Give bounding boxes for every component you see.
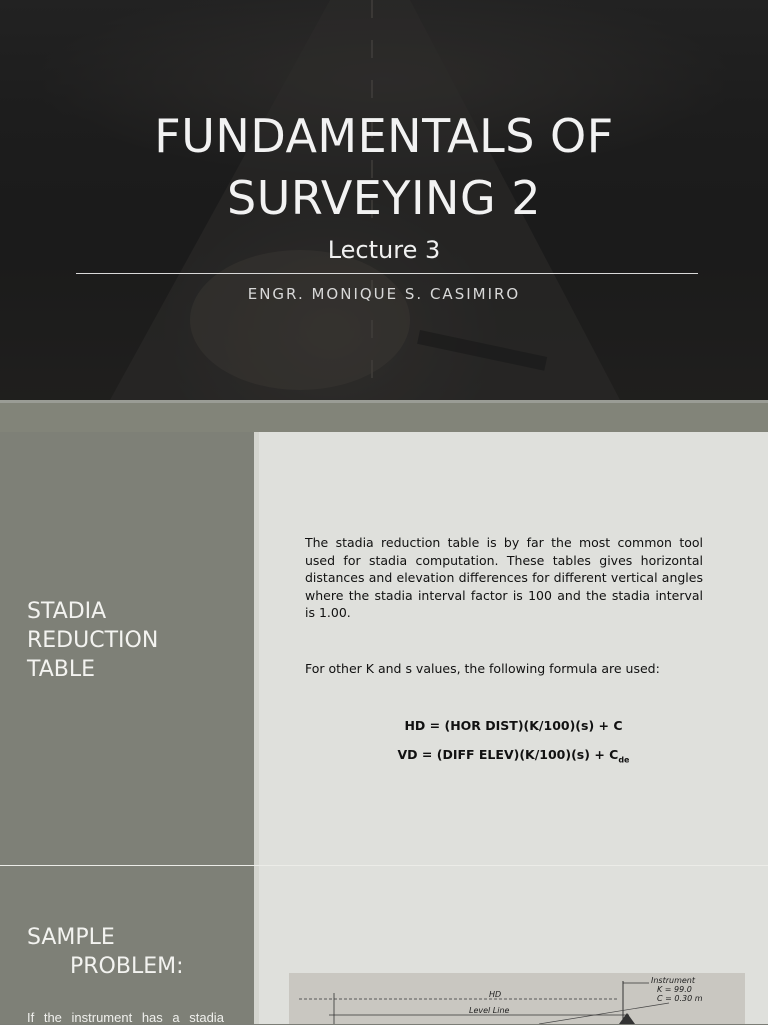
formula-text: VD = (DIFF ELEV)(K/100)(s) + C (397, 747, 619, 762)
formula-vd (259, 747, 768, 765)
title-divider (76, 273, 698, 274)
label-instrument: Instrument (651, 976, 696, 985)
slide-sidebar (0, 866, 254, 1024)
author-name: ENGR. MONIQUE S. CASIMIRO (247, 285, 521, 303)
slide-gap (0, 400, 768, 432)
body-paragraph: The stadia reduction table is by far the most common tool used for stadia computation. These tables gives horizontal distances and elevation differences for different vertical angles where the stadia interval factor is 100 and the stadia interval is 1.00. (305, 535, 703, 620)
label-level-line: Level Line (469, 1006, 510, 1015)
stadia-reduction-slide (0, 432, 768, 866)
title-slide (0, 0, 768, 400)
slide-sidebar (0, 432, 254, 866)
heading-line: STADIA (27, 599, 107, 624)
sidebar-divider (254, 866, 259, 1024)
sidebar-heading (27, 923, 184, 981)
slide-title-line1: FUNDAMENTALS OF (154, 109, 614, 163)
problem-text: If the instrument has a stadia (27, 1010, 224, 1025)
heading-line: TABLE (27, 657, 96, 682)
label-hd: HD (489, 990, 502, 999)
formula-text: HD = (HOR DIST)(K/100)(s) + C (404, 718, 623, 733)
label-k: K = 99.0 (657, 985, 692, 994)
sample-problem-slide (0, 866, 768, 1024)
heading-line: PROBLEM: (70, 954, 184, 979)
lecture-subtitle: Lecture 3 (327, 236, 441, 264)
sidebar-divider (254, 432, 259, 866)
problem-diagram (289, 973, 745, 1024)
diagram-drawing (289, 973, 745, 1024)
label-c: C = 0.30 m (657, 994, 703, 1003)
heading-line: REDUCTION (27, 628, 159, 653)
heading-line: SAMPLE (27, 925, 115, 950)
formula-hd (259, 718, 768, 733)
formula-subscript: de (618, 755, 630, 765)
body-paragraph: For other K and s values, the following formula are used: (305, 661, 660, 676)
slide-title-line2: SURVEYING 2 (227, 171, 541, 225)
sidebar-heading (27, 597, 158, 684)
